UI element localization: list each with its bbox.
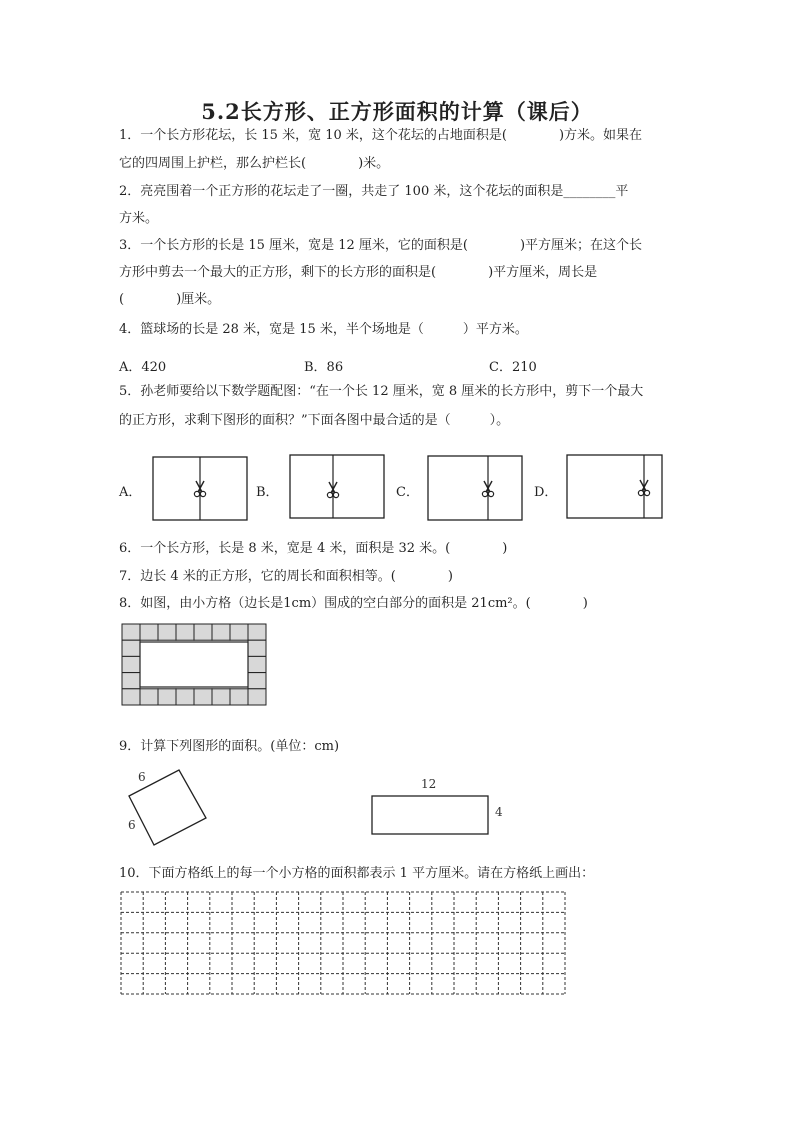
q5-option-a-label: A． [119,485,142,500]
q3-line3: ( )厘米。 [119,292,221,307]
q9-square-top-label: 6 [138,770,146,784]
q4-stem: 4．篮球场的长是 28 米，宽是 15 米，半个场地是（ ）平方米。 [119,322,528,337]
q5-option-b-label: B． [256,485,279,500]
q6-text: 6．一个长方形，长是 8 米，宽是 4 米，面积是 32 米。( ) [119,541,508,556]
q5-option-d-label: D． [534,485,558,500]
q3-line1: 3．一个长方形的长是 15 厘米，宽是 12 厘米，它的面积是( )平方厘米；在这个长 [119,238,643,253]
q8-text: 8．如图，由小方格（边长是1cm）围成的空白部分的面积是 21cm²。( ) [119,596,588,611]
q1-line2: 它的四周围上护栏，那么护栏长( )米。 [119,156,390,171]
q9-square-left-label: 6 [128,818,136,832]
q2-line1: 2．亮亮围着一个正方形的花坛走了一圈，共走了 100 米，这个花坛的面积是________平 [119,184,629,199]
q3-line2: 方形中剪去一个最大的正方形，剩下的长方形的面积是( )平方厘米，周长是 [119,265,598,280]
q10-text: 10．下面方格纸上的每一个小方格的面积都表示 1 平方厘米。请在方格纸上画出： [119,866,595,881]
q9-stem: 9．计算下列图形的面积。(单位：cm) [119,739,340,754]
q4-option-c: C．210 [489,360,537,375]
q2-line2: 方米。 [119,211,159,226]
q5-option-c-label: C． [396,485,419,500]
q4-option-b: B．86 [304,360,344,375]
q9-rectangle [372,796,488,834]
q5-line2: 的正方形，求剩下图形的面积？”下面各图中最合适的是（ ）。 [119,413,510,428]
q10-dotted-grid [120,891,566,995]
q7-text: 7．边长 4 米的正方形，它的周长和面积相等。( ) [119,569,453,584]
q9-rect-width-label: 4 [495,805,503,819]
q4-option-a: A．420 [119,360,167,375]
page-title: 5.2长方形、正方形面积的计算（课后） [201,99,593,124]
q1-line1: 1．一个长方形花坛，长 15 米，宽 10 米，这个花坛的占地面积是( )方米。如果在 [119,128,643,143]
q9-rect-length-label: 12 [421,777,437,791]
q5-line1: 5．孙老师要给以下数学题配图：“在一个长 12 厘米，宽 8 厘米的长方形中，剪下一个最大 [119,384,644,399]
